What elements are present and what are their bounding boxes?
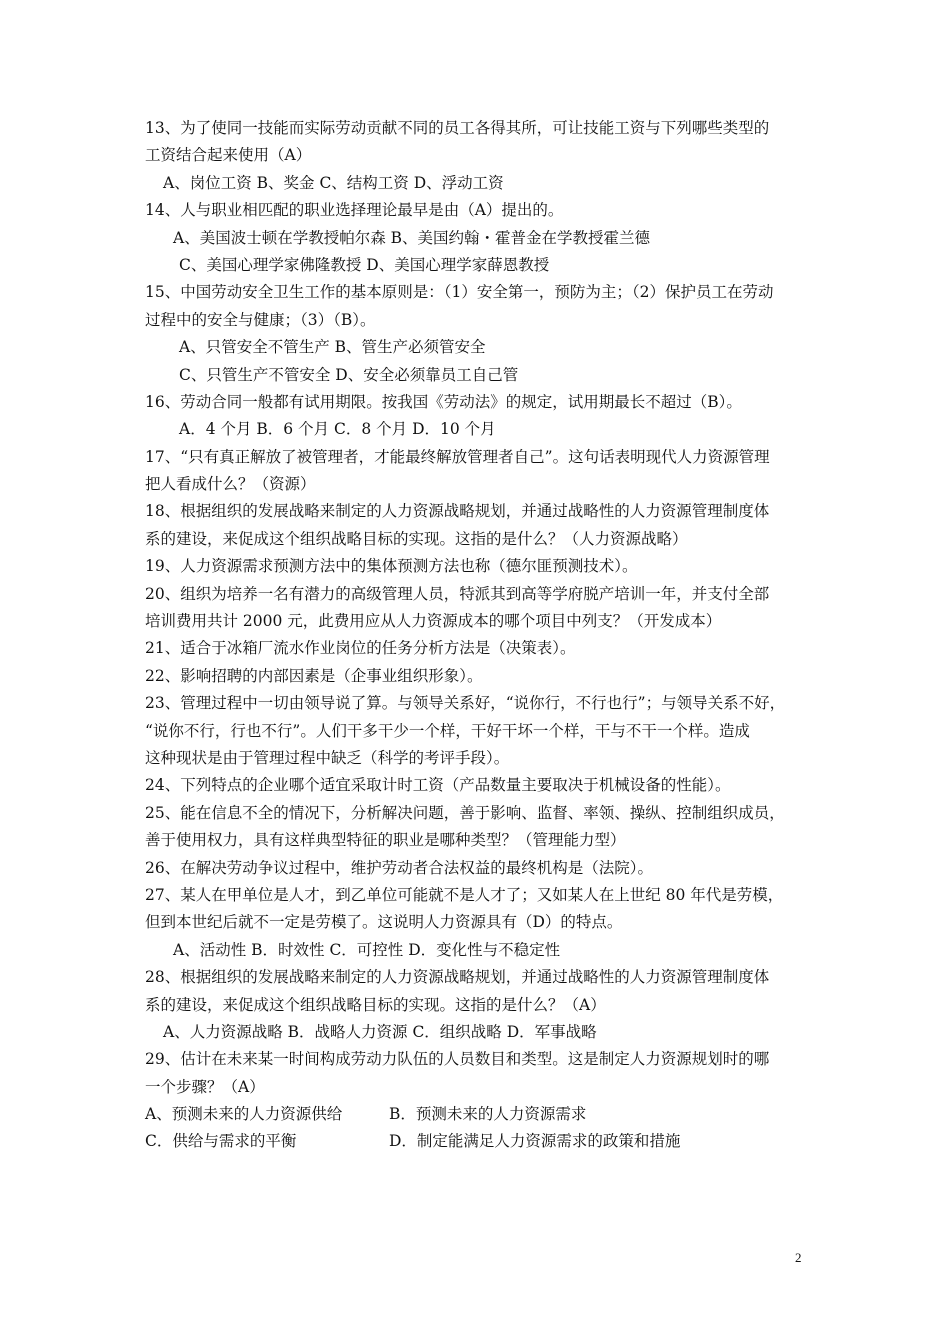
q27-options: A、活动性 B．时效性 C．可控性 D．变化性与不稳定性 — [173, 940, 561, 959]
q29-option-b: B．预测未来的人力资源需求 — [389, 1105, 587, 1124]
q29-options-cd — [145, 1128, 813, 1155]
q15-options-ab: A、只管安全不管生产 B、管生产必须管安全 — [179, 338, 486, 357]
q29-option-c: C．供给与需求的平衡 — [145, 1132, 297, 1151]
q25-line1: 25、能在信息不全的情况下，分析解决问题，善于影响、监督、率领、操纵、控制组织成员， — [145, 803, 785, 822]
q14-line1: 14、人与职业相匹配的职业选择理论最早是由（A）提出的。 — [145, 201, 564, 220]
q20-line1: 20、组织为培养一名有潜力的高级管理人员，特派其到高等学府脱产培训一年，并支付全部 — [145, 584, 770, 603]
q29-option-d: D．制定能满足人力资源需求的政策和措施 — [389, 1132, 681, 1151]
q27-line1: 27、某人在甲单位是人才，到乙单位可能就不是人才了；又如某人在上世纪 80 年代是劳模， — [145, 885, 784, 904]
q21-line1: 21、适合于冰箱厂流水作业岗位的任务分析方法是（决策表）。 — [145, 639, 576, 658]
q15-line1: 15、中国劳动安全卫生工作的基本原则是：（1）安全第一，预防为主；（2）保护员工在劳动 — [145, 283, 774, 302]
q22-line1: 22、影响招聘的内部因素是（企事业组织形象）。 — [145, 666, 483, 685]
q24-line1: 24、下列特点的企业哪个适宜采取计时工资（产品数量主要取决于机械设备的性能）。 — [145, 776, 731, 795]
q28-line1: 28、根据组织的发展战略来制定的人力资源战略规划，并通过战略性的人力资源管理制度体 — [145, 968, 770, 987]
q26-line1: 26、在解决劳动争议过程中，维护劳动者合法权益的最终机构是（法院）。 — [145, 858, 653, 877]
q14-options-cd: C、美国心理学家佛隆教授 D、美国心理学家薛恩教授 — [179, 255, 550, 274]
q25-line2: 善于使用权力，具有这样典型特征的职业是哪种类型？（管理能力型） — [145, 831, 626, 850]
q29-options-ab — [145, 1101, 813, 1128]
q15-options-cd: C、只管生产不管安全 D、安全必须靠员工自己管 — [179, 365, 519, 384]
q29-line1: 29、估计在未来某一时间构成劳动力队伍的人员数目和类型。这是制定人力资源规划时的哪 — [145, 1050, 770, 1069]
q20-line2: 培训费用共计 2000 元，此费用应从人力资源成本的哪个项目中列支？（开发成本） — [145, 612, 722, 631]
q14-options-ab: A、美国波士顿在学教授帕尔森 B、美国约翰・霍普金在学教授霍兰德 — [173, 228, 651, 247]
q23-line1: 23、管理过程中一切由领导说了算。与领导关系好，“说你行，不行也行”；与领导关系不好， — [145, 694, 786, 713]
q28-options: A、人力资源战略 B．战略人力资源 C．组织战略 D．军事战略 — [163, 1022, 597, 1041]
q23-line2: “说你不行，行也不行”。人们干多干少一个样，干好干坏一个样，干与不干一个样。造成 — [145, 721, 750, 740]
q17-line2: 把人看成什么？（资源） — [145, 475, 316, 494]
page-number: 2 — [795, 1250, 802, 1265]
q13-line2: 工资结合起来使用（A） — [145, 146, 312, 165]
q15-line2: 过程中的安全与健康；（3）（B）。 — [145, 310, 376, 329]
q19-line1: 19、人力资源需求预测方法中的集体预测方法也称（德尔匪预测技术）。 — [145, 557, 638, 576]
q27-line2: 但到本世纪后就不一定是劳模了。这说明人力资源具有（D）的特点。 — [145, 913, 623, 932]
q13-line1: 13、为了使同一技能而实际劳动贡献不同的员工各得其所，可让技能工资与下列哪些类型的 — [145, 119, 770, 137]
q17-line1: 17、“只有真正解放了被管理者，才能最终解放管理者自己”。这句话表明现代人力资源管理 — [145, 447, 770, 466]
q13-options: A、岗位工资 B、奖金 C、结构工资 D、浮动工资 — [163, 173, 504, 192]
page-body — [145, 115, 813, 1156]
q29-line2: 一个步骤？（A） — [145, 1077, 265, 1096]
q29-option-a: A、预测未来的人力资源供给 — [145, 1105, 343, 1124]
q23-line3: 这种现状是由于管理过程中缺乏（科学的考评手段）。 — [145, 748, 510, 767]
q18-line1: 18、根据组织的发展战略来制定的人力资源战略规划，并通过战略性的人力资源管理制度体 — [145, 502, 770, 521]
q18-line2: 系的建设，来促成这个组织战略目标的实现。这指的是什么？（人力资源战略） — [145, 529, 688, 548]
q16-line1: 16、劳动合同一般都有试用期限。按我国《劳动法》的规定，试用期最长不超过（B）。 — [145, 392, 742, 411]
q28-line2: 系的建设，来促成这个组织战略目标的实现。这指的是什么？（A） — [145, 995, 606, 1014]
q16-options: A．4 个月 B．6 个月 C．8 个月 D．10 个月 — [179, 420, 496, 439]
